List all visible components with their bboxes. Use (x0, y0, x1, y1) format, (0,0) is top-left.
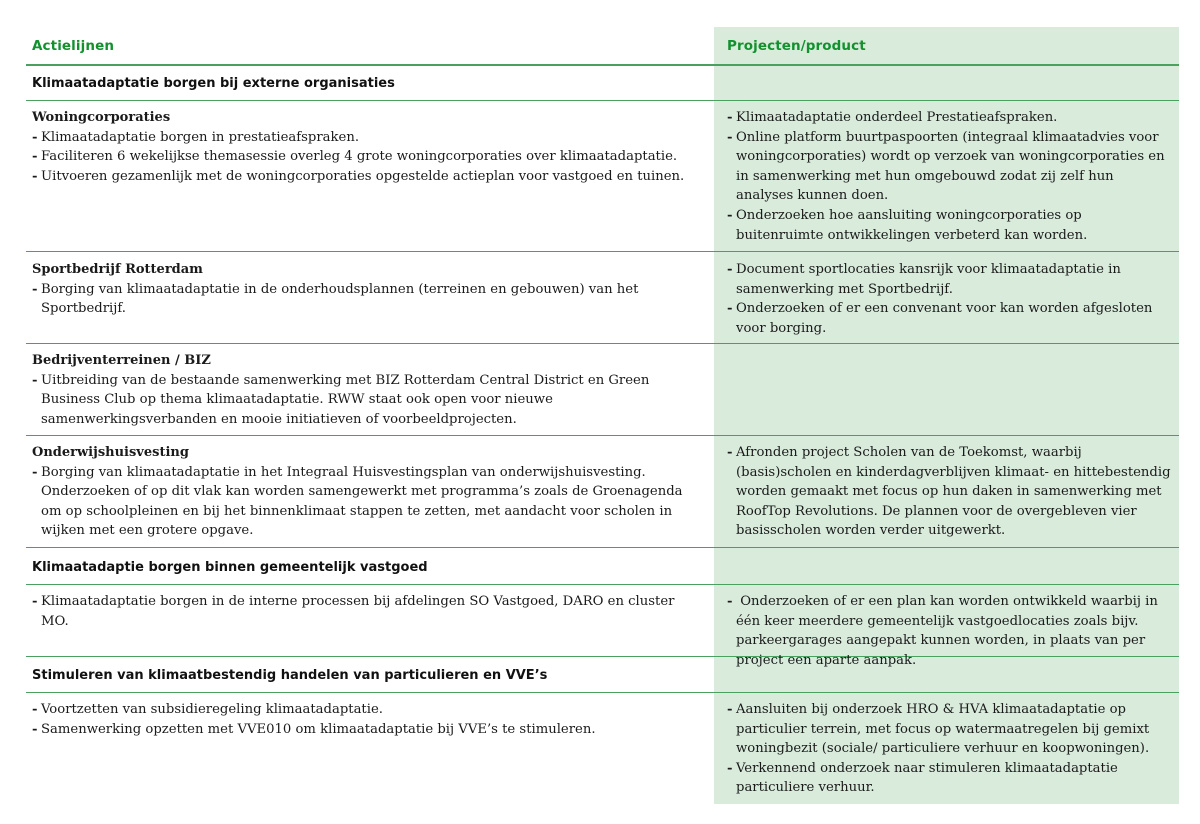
section-title-particulieren: Stimuleren van klimaatbestendig handelen van particulieren en VVE’s (32, 668, 548, 683)
list-item: - Onderzoeken of er een plan kan worden ontwikkeld waarbij in één keer meerdere gemeentelijk vastgoedlocaties zoals bijv. parkeergarages aangepakt kunnen worden, in plaats van per project een aparte aanpak. (727, 592, 1172, 670)
column-header-actielijnen: Actielijnen (32, 38, 115, 54)
section-title-gemeentelijk-vastgoed: Klimaatadaptie borgen binnen gemeentelijk vastgoed (32, 560, 428, 575)
list-item: - Faciliteren 6 wekelijkse themasessie overleg 4 grote woningcorporaties over klimaatadaptatie. (32, 147, 697, 167)
row-vastgoed-projects (727, 592, 1172, 670)
list-item: - Uitvoeren gezamenlijk met de woningcorporaties opgestelde actieplan voor vastgoed en tuinen. (32, 167, 697, 187)
list-item: - Voortzetten van subsidieregeling klimaatadaptatie. (32, 700, 697, 720)
list-item: - Afronden project Scholen van de Toekomst, waarbij (basis)scholen en kinderdagverblijven klimaat- en hittebestendig worden gemaakt met focus op hun daken in samenwerking met RoofTop Revolutions. De plannen voor de overgebleven vier basisscholen worden verder uitgewerkt. (727, 443, 1172, 541)
list-item: - Borging van klimaatadaptatie in het Integraal Huisvestingsplan van onderwijshuisvesting. Onderzoeken of op dit vlak kan worden samengewerkt met programma’s zoals de Groenagenda om op schoolpleinen en bij het binnenklimaat stappen te zetten, met aandacht voor scholen in wijken met een grotere opgave. (32, 463, 697, 541)
row-title: Onderwijshuisvesting (32, 445, 189, 460)
divider (26, 343, 1179, 344)
section-title-externe-organisaties: Klimaatadaptatie borgen bij externe organisaties (32, 76, 395, 91)
list-item: - Onderzoeken hoe aansluiting woningcorporaties op buitenruimte ontwikkelingen verbeterd kan worden. (727, 206, 1172, 245)
list-item: - Online platform buurtpaspoorten (integraal klimaatadvies voor woningcorporaties) wordt op verzoek van woningcorporaties en in samenwerking met hun omgebouwd zodat zij zelf hun analyses kunnen doen. (727, 128, 1172, 206)
divider (26, 100, 1179, 101)
row-woningcorporaties-actions (32, 108, 697, 186)
row-onderwijshuisvesting-projects (727, 443, 1172, 541)
list-item: - Klimaatadaptatie borgen in prestatieafspraken. (32, 128, 697, 148)
divider (26, 251, 1179, 252)
row-title: Sportbedrijf Rotterdam (32, 262, 203, 277)
row-bedrijventerreinen-actions (32, 351, 697, 429)
row-onderwijshuisvesting-actions (32, 443, 697, 541)
divider (26, 584, 1179, 585)
list-item: - Document sportlocaties kansrijk voor klimaatadaptatie in samenwerking met Sportbedrijf. (727, 260, 1172, 299)
divider (26, 692, 1179, 693)
row-sportbedrijf-actions (32, 260, 697, 319)
divider (26, 435, 1179, 436)
list-item: - Samenwerking opzetten met VVE010 om klimaatadaptatie bij VVE’s te stimuleren. (32, 720, 697, 740)
row-title: Bedrijventerreinen / BIZ (32, 353, 211, 368)
list-item: - Onderzoeken of er een convenant voor kan worden afgesloten voor borging. (727, 299, 1172, 338)
row-sportbedrijf-projects (727, 260, 1172, 338)
list-item: - Verkennend onderzoek naar stimuleren klimaatadaptatie particuliere verhuur. (727, 759, 1172, 798)
row-vastgoed-actions (32, 592, 697, 631)
row-particulieren-actions (32, 700, 697, 739)
list-item: - Klimaatadaptatie onderdeel Prestatieafspraken. (727, 108, 1172, 128)
column-header-projecten: Projecten/product (727, 38, 866, 54)
divider (26, 64, 1179, 66)
row-particulieren-projects (727, 700, 1172, 798)
list-item: - Aansluiten bij onderzoek HRO & HVA klimaatadaptatie op particulier terrein, met focus op watermaatregelen bij gemixt woningbezit (sociale/ particuliere verhuur en koopwoningen). (727, 700, 1172, 759)
list-item: - Borging van klimaatadaptatie in de onderhoudsplannen (terreinen en gebouwen) van het Sportbedrijf. (32, 280, 697, 319)
list-item: - Uitbreiding van de bestaande samenwerking met BIZ Rotterdam Central District en Green Business Club op thema klimaatadaptatie. RWW staat ook open voor nieuwe samenwerkingsverbanden en mooie initiatieven of voorbeeldprojecten. (32, 371, 697, 430)
row-title: Woningcorporaties (32, 110, 171, 125)
row-woningcorporaties-projects (727, 108, 1172, 245)
list-item: - Klimaatadaptatie borgen in de interne processen bij afdelingen SO Vastgoed, DARO en cluster MO. (32, 592, 697, 631)
divider (26, 547, 1179, 548)
